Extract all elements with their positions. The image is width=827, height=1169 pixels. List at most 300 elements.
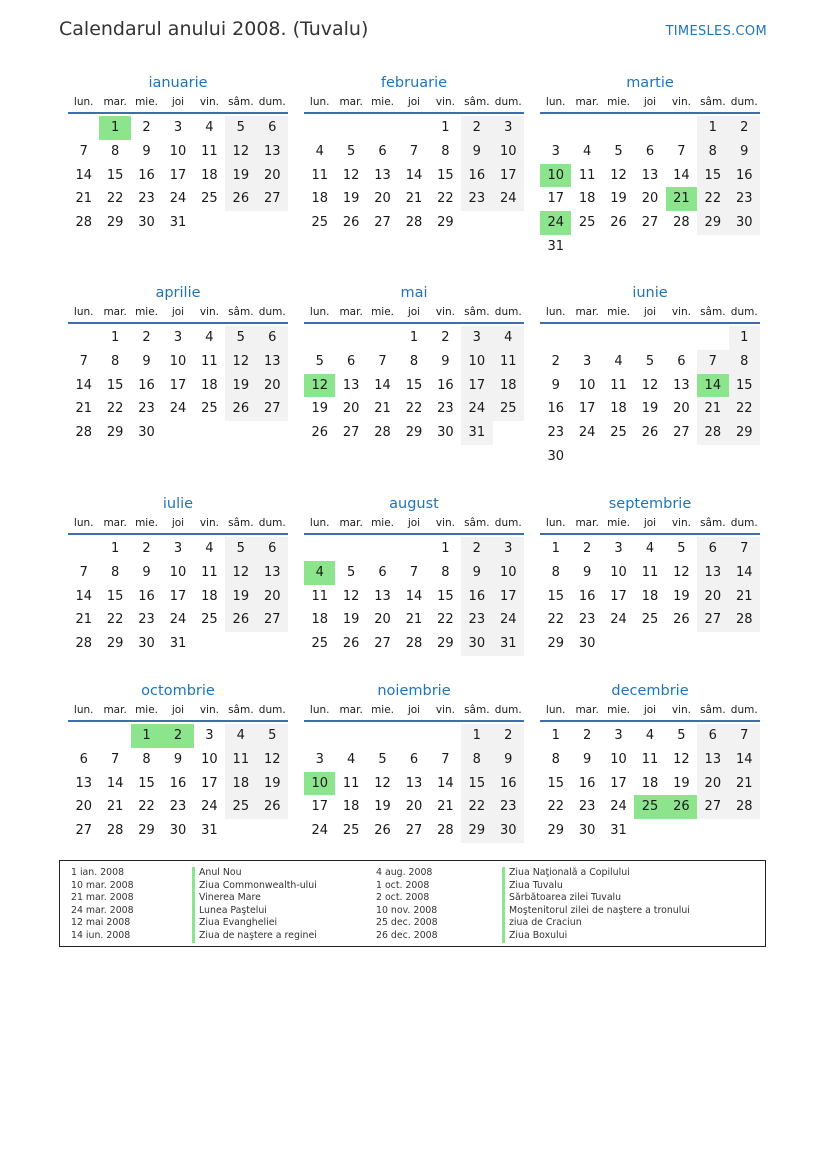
- weekday-label: mar.: [103, 704, 127, 716]
- day-cell: 25: [578, 215, 596, 231]
- month-iulie: [68, 493, 288, 656]
- empty-cell: [697, 632, 728, 656]
- day-cell: 20: [342, 401, 360, 417]
- day-cell: 29: [729, 421, 760, 445]
- day-cell: 11: [201, 564, 218, 580]
- legend-holiday-name: Ziua Evangheliei: [192, 917, 317, 930]
- month-martie: [540, 72, 760, 259]
- weekday-label: mie.: [371, 704, 395, 716]
- day-cell: 20: [75, 799, 92, 815]
- holiday-day: 14: [697, 374, 728, 398]
- day-cell: 9: [461, 561, 492, 585]
- weekday-label: mar.: [103, 96, 127, 108]
- legend-holiday-name: Ziua Commonwealth-ului: [192, 880, 317, 893]
- weekday-label: mie.: [371, 306, 395, 318]
- day-cell: 29: [106, 215, 124, 231]
- weekday-label: mie.: [135, 704, 159, 716]
- empty-cell: [697, 445, 728, 469]
- day-cell: 10: [169, 564, 187, 580]
- weekday-header: [540, 702, 760, 722]
- day-cell: 28: [405, 636, 423, 652]
- day-cell: 27: [374, 215, 391, 231]
- day-cell: 27: [257, 187, 288, 211]
- day-cell: 20: [374, 191, 391, 207]
- day-cell: 28: [729, 795, 760, 819]
- day-cell: 18: [610, 401, 627, 417]
- legend-holiday-name: Lunea Paştelui: [192, 905, 317, 918]
- month-name: februarie: [380, 75, 448, 91]
- day-cell: 1: [697, 116, 728, 140]
- day-cell: 7: [378, 353, 387, 369]
- legend-holiday-name: Ziua Naţională a Copilului: [502, 867, 690, 880]
- weekday-label: joi: [171, 306, 185, 318]
- day-cell: 8: [110, 143, 120, 159]
- day-cell: 15: [547, 775, 564, 791]
- day-cell: 5: [378, 751, 387, 767]
- weekday-label: sâm.: [464, 96, 490, 108]
- weekday-label: lun.: [545, 96, 566, 108]
- weekday-label: mar.: [103, 306, 127, 318]
- day-cell: 12: [225, 561, 256, 585]
- empty-cell: [697, 235, 728, 259]
- empty-cell: [666, 819, 697, 843]
- weekday-label: lun.: [309, 306, 330, 318]
- day-cell: 12: [673, 751, 690, 767]
- day-cell: 11: [311, 167, 328, 183]
- day-cell: 1: [461, 724, 492, 748]
- holiday-day: 1: [99, 116, 130, 140]
- day-cell: 27: [405, 823, 423, 839]
- day-cell: 28: [75, 215, 92, 231]
- day-cell: 12: [225, 140, 256, 164]
- weekday-label: vin.: [671, 306, 691, 318]
- weekday-label: sâm.: [464, 517, 490, 529]
- day-cell: 17: [610, 775, 627, 791]
- day-cell: 23: [169, 799, 187, 815]
- legend-date: 10 nov. 2008: [376, 904, 438, 916]
- day-cell: 19: [257, 772, 288, 796]
- day-cell: 24: [493, 608, 524, 632]
- legend-holiday-name: Sărbătoarea zilei Tuvalu: [502, 892, 690, 905]
- day-cell: 14: [374, 377, 391, 393]
- empty-cell: [225, 211, 256, 235]
- day-cell: 21: [106, 799, 124, 815]
- empty-cell: [257, 632, 288, 656]
- day-cell: 3: [315, 751, 324, 767]
- empty-cell: [225, 632, 256, 656]
- weekday-label: mie.: [371, 517, 395, 529]
- day-cell: 4: [315, 143, 324, 159]
- day-cell: 7: [697, 350, 728, 374]
- day-cell: 19: [641, 401, 659, 417]
- weekday-label: vin.: [435, 96, 455, 108]
- month-decembrie: [540, 680, 760, 843]
- day-cell: 11: [610, 377, 627, 393]
- day-cell: 16: [138, 167, 155, 183]
- day-cell: 3: [173, 330, 183, 345]
- legend-holiday-name: Ziua de naştere a reginei: [192, 930, 317, 943]
- day-cell: 24: [169, 191, 187, 207]
- day-cell: 23: [729, 187, 760, 211]
- day-cell: 12: [610, 167, 627, 183]
- empty-cell: [367, 537, 398, 561]
- weekday-label: dum.: [730, 306, 758, 318]
- day-cell: 19: [374, 799, 391, 815]
- day-cell: 2: [493, 724, 524, 748]
- day-cell: 18: [201, 377, 218, 393]
- day-cell: 15: [437, 588, 454, 604]
- day-cell: 27: [257, 608, 288, 632]
- day-cell: 13: [405, 775, 423, 791]
- empty-cell: [194, 421, 225, 445]
- day-cell: 8: [110, 353, 120, 369]
- day-cell: 8: [551, 751, 560, 767]
- weekday-label: dum.: [258, 96, 286, 108]
- empty-cell: [367, 326, 398, 350]
- weekday-header: [68, 304, 288, 324]
- weekday-header: [304, 304, 524, 324]
- empty-cell: [540, 326, 571, 350]
- legend-names-left: [192, 867, 317, 943]
- legend-holiday-name: Vinerea Mare: [192, 892, 317, 905]
- day-cell: 3: [493, 116, 524, 140]
- day-cell: 26: [342, 636, 360, 652]
- day-cell: 22: [461, 795, 492, 819]
- month-mai: [304, 282, 524, 445]
- day-cell: 20: [697, 772, 728, 796]
- empty-cell: [194, 211, 225, 235]
- day-cell: 30: [547, 448, 564, 464]
- empty-cell: [304, 537, 335, 561]
- day-cell: 6: [257, 537, 288, 561]
- day-cell: 25: [311, 636, 328, 652]
- day-cell: 5: [677, 728, 686, 743]
- day-cell: 21: [75, 191, 92, 207]
- day-cell: 17: [578, 401, 596, 417]
- day-cell: 4: [346, 751, 356, 767]
- holiday-day: 10: [304, 772, 335, 796]
- empty-cell: [304, 724, 335, 748]
- day-cell: 10: [610, 564, 627, 580]
- weekday-header: [540, 94, 760, 114]
- weekday-label: dum.: [494, 704, 522, 716]
- month-februarie: [304, 72, 524, 235]
- day-cell: 3: [173, 541, 183, 556]
- weekday-label: lun.: [545, 306, 566, 318]
- day-cell: 24: [461, 397, 492, 421]
- empty-cell: [398, 537, 429, 561]
- day-cell: 25: [493, 397, 524, 421]
- empty-cell: [398, 724, 429, 748]
- day-cell: 29: [437, 636, 454, 652]
- empty-cell: [729, 235, 760, 259]
- day-cell: 14: [405, 167, 423, 183]
- day-cell: 18: [578, 191, 596, 207]
- month-name: septembrie: [608, 496, 692, 512]
- day-cell: 24: [311, 823, 328, 839]
- empty-cell: [571, 116, 602, 140]
- day-cell: 6: [677, 353, 686, 369]
- day-cell: 23: [547, 425, 564, 441]
- day-cell: 10: [201, 751, 218, 767]
- day-cell: 22: [138, 799, 155, 815]
- day-cell: 16: [461, 164, 492, 188]
- holiday-day: 4: [304, 561, 335, 585]
- day-cell: 15: [405, 377, 423, 393]
- empty-cell: [697, 819, 728, 843]
- day-cell: 27: [641, 215, 659, 231]
- day-cell: 9: [142, 353, 151, 369]
- day-cell: 24: [610, 799, 627, 815]
- day-cell: 16: [138, 377, 155, 393]
- day-cell: 22: [106, 612, 124, 628]
- site-link[interactable]: TIMESLES.COM: [665, 24, 767, 39]
- weekday-label: vin.: [671, 704, 691, 716]
- day-cell: 10: [493, 140, 524, 164]
- day-cell: 30: [138, 425, 155, 441]
- weekday-label: mar.: [339, 517, 363, 529]
- legend-date: 4 aug. 2008: [376, 867, 433, 878]
- day-cell: 19: [225, 164, 256, 188]
- empty-cell: [571, 235, 602, 259]
- day-cell: 23: [461, 608, 492, 632]
- day-cell: 28: [75, 636, 92, 652]
- day-cell: 29: [437, 215, 454, 231]
- month-octombrie: [68, 680, 288, 843]
- day-cell: 7: [677, 143, 686, 159]
- day-cell: 8: [142, 751, 151, 767]
- legend-holiday-name: ziua de Craciun: [502, 917, 690, 930]
- day-cell: 10: [610, 751, 627, 767]
- empty-cell: [335, 116, 366, 140]
- day-cell: 16: [729, 164, 760, 188]
- day-cell: 17: [493, 164, 524, 188]
- empty-cell: [729, 819, 760, 843]
- day-cell: 15: [697, 164, 728, 188]
- empty-cell: [430, 724, 461, 748]
- empty-cell: [335, 724, 366, 748]
- weekday-label: lun.: [73, 517, 94, 529]
- day-cell: 24: [201, 799, 218, 815]
- weekday-label: mie.: [135, 517, 159, 529]
- day-cell: 18: [641, 775, 659, 791]
- day-cell: 27: [75, 823, 92, 839]
- weekday-label: vin.: [199, 517, 219, 529]
- weekday-label: mie.: [135, 96, 159, 108]
- legend-date: 14 iun. 2008: [71, 929, 131, 941]
- weekday-label: mie.: [607, 517, 631, 529]
- month-ianuarie: [68, 72, 288, 235]
- empty-cell: [571, 326, 602, 350]
- weekday-label: sâm.: [464, 306, 490, 318]
- holiday-day: 12: [304, 374, 335, 398]
- day-cell: 4: [225, 724, 256, 748]
- empty-cell: [603, 326, 634, 350]
- day-cell: 20: [697, 585, 728, 609]
- holiday-day: 25: [634, 795, 665, 819]
- legend-date: 21 mar. 2008: [71, 892, 134, 904]
- empty-cell: [634, 235, 665, 259]
- day-cell: 14: [673, 167, 690, 183]
- day-cell: 26: [374, 823, 391, 839]
- day-cell: 8: [729, 350, 760, 374]
- weekday-label: joi: [407, 517, 421, 529]
- day-cell: 27: [374, 636, 391, 652]
- day-cell: 4: [205, 120, 214, 135]
- day-cell: 23: [578, 799, 596, 815]
- day-cell: 28: [437, 823, 454, 839]
- legend-holiday-name: Anul Nou: [192, 867, 317, 880]
- weekday-label: vin.: [435, 517, 455, 529]
- holiday-day: 10: [540, 164, 571, 188]
- day-cell: 24: [169, 401, 187, 417]
- month-name: iulie: [162, 496, 194, 512]
- days-grid: [540, 537, 760, 656]
- day-cell: 21: [374, 401, 391, 417]
- day-cell: 9: [461, 140, 492, 164]
- empty-cell: [666, 116, 697, 140]
- day-cell: 26: [342, 215, 360, 231]
- day-cell: 30: [729, 211, 760, 235]
- day-cell: 6: [378, 564, 387, 580]
- day-cell: 11: [311, 588, 328, 604]
- day-cell: 12: [342, 588, 360, 604]
- empty-cell: [729, 632, 760, 656]
- day-cell: 28: [697, 421, 728, 445]
- month-name: mai: [400, 285, 428, 301]
- weekday-label: mar.: [575, 96, 599, 108]
- day-cell: 8: [409, 353, 419, 369]
- weekday-label: vin.: [435, 306, 455, 318]
- legend-holiday-name: Moştenitorul zilei de naştere a tronului: [502, 905, 690, 918]
- day-cell: 24: [578, 425, 596, 441]
- day-cell: 18: [342, 799, 360, 815]
- day-cell: 3: [493, 537, 524, 561]
- days-grid: [304, 116, 524, 235]
- day-cell: 14: [729, 561, 760, 585]
- day-cell: 3: [551, 143, 560, 159]
- day-cell: 24: [493, 187, 524, 211]
- weekday-label: dum.: [730, 517, 758, 529]
- day-cell: 5: [677, 541, 686, 556]
- weekday-label: vin.: [671, 517, 691, 529]
- empty-cell: [666, 235, 697, 259]
- day-cell: 8: [461, 748, 492, 772]
- day-cell: 10: [578, 377, 596, 393]
- day-cell: 4: [205, 541, 214, 556]
- day-cell: 23: [138, 612, 155, 628]
- day-cell: 2: [582, 541, 592, 556]
- day-cell: 22: [437, 191, 454, 207]
- days-grid: [68, 537, 288, 656]
- empty-cell: [68, 326, 99, 350]
- day-cell: 5: [346, 143, 356, 159]
- day-cell: 13: [697, 748, 728, 772]
- day-cell: 19: [342, 612, 360, 628]
- empty-cell: [162, 421, 193, 445]
- weekday-label: joi: [643, 306, 657, 318]
- day-cell: 31: [201, 823, 218, 839]
- day-cell: 6: [346, 353, 356, 369]
- day-cell: 14: [75, 377, 92, 393]
- empty-cell: [335, 537, 366, 561]
- day-cell: 26: [673, 612, 690, 628]
- day-cell: 8: [441, 143, 450, 159]
- day-cell: 4: [493, 326, 524, 350]
- day-cell: 10: [493, 561, 524, 585]
- weekday-label: mie.: [607, 306, 631, 318]
- weekday-label: sâm.: [228, 704, 254, 716]
- month-iunie: [540, 282, 760, 469]
- days-grid: [540, 116, 760, 259]
- day-cell: 13: [697, 561, 728, 585]
- day-cell: 13: [257, 140, 288, 164]
- day-cell: 18: [201, 588, 218, 604]
- empty-cell: [367, 116, 398, 140]
- day-cell: 30: [493, 819, 524, 843]
- day-cell: 18: [641, 588, 659, 604]
- weekday-label: sâm.: [228, 96, 254, 108]
- weekday-label: vin.: [199, 96, 219, 108]
- day-cell: 27: [257, 397, 288, 421]
- weekday-label: lun.: [309, 96, 330, 108]
- legend-date: 26 dec. 2008: [376, 929, 438, 941]
- weekday-label: dum.: [494, 306, 522, 318]
- day-cell: 8: [551, 564, 560, 580]
- legend-dates-left: [71, 867, 134, 943]
- day-cell: 1: [110, 541, 120, 556]
- holiday-day: 1: [131, 724, 162, 748]
- weekday-label: joi: [171, 704, 185, 716]
- weekday-label: dum.: [494, 517, 522, 529]
- day-cell: 30: [138, 636, 155, 652]
- empty-cell: [571, 445, 602, 469]
- day-cell: 24: [610, 612, 627, 628]
- weekday-label: lun.: [309, 517, 330, 529]
- day-cell: 12: [374, 775, 391, 791]
- day-cell: 18: [311, 612, 328, 628]
- weekday-header: [68, 94, 288, 114]
- empty-cell: [493, 421, 524, 445]
- day-cell: 15: [106, 167, 124, 183]
- weekday-label: lun.: [545, 704, 566, 716]
- day-cell: 15: [437, 167, 454, 183]
- day-cell: 25: [342, 823, 360, 839]
- legend-dates-right: [376, 867, 438, 943]
- day-cell: 19: [673, 588, 690, 604]
- day-cell: 21: [405, 612, 423, 628]
- weekday-label: lun.: [73, 96, 94, 108]
- weekday-label: joi: [171, 517, 185, 529]
- day-cell: 8: [110, 564, 120, 580]
- weekday-label: sâm.: [700, 704, 726, 716]
- day-cell: 13: [342, 377, 360, 393]
- empty-cell: [634, 632, 665, 656]
- day-cell: 7: [79, 564, 88, 580]
- day-cell: 6: [257, 326, 288, 350]
- weekday-label: lun.: [73, 306, 94, 318]
- empty-cell: [634, 116, 665, 140]
- legend-date: 25 dec. 2008: [376, 917, 438, 929]
- weekday-label: lun.: [545, 517, 566, 529]
- day-cell: 20: [641, 191, 659, 207]
- day-cell: 9: [551, 377, 560, 393]
- weekday-label: sâm.: [700, 96, 726, 108]
- day-cell: 13: [75, 775, 92, 791]
- month-name: aprilie: [155, 285, 201, 301]
- day-cell: 16: [169, 775, 187, 791]
- day-cell: 9: [142, 564, 151, 580]
